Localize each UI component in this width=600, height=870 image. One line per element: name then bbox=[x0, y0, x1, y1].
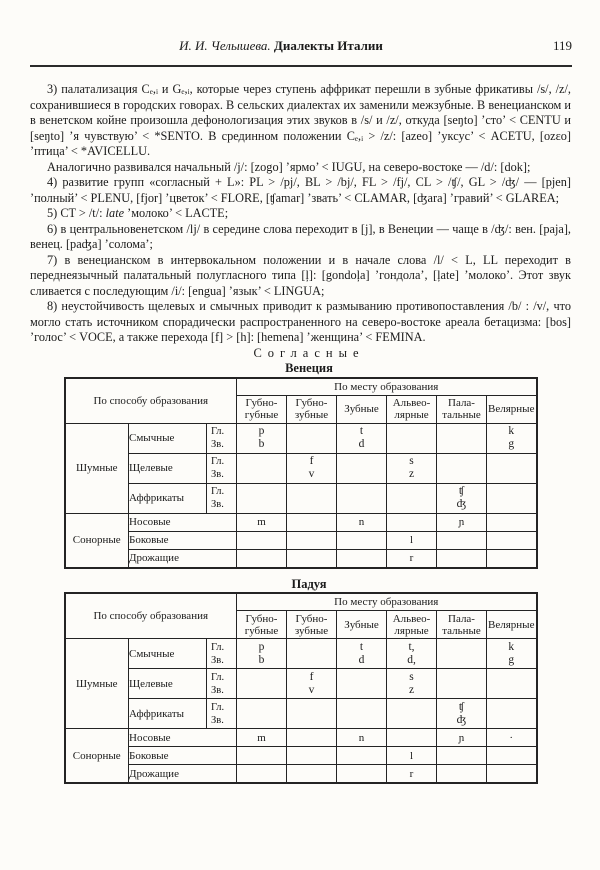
place-header: Пала-тальные bbox=[437, 611, 487, 639]
phoneme-cell bbox=[437, 549, 487, 568]
phoneme-cell bbox=[287, 513, 337, 531]
phoneme-cell bbox=[437, 669, 487, 699]
paragraph-7: 7) в венецианском в интервокальном положении и в начале слова /l/ < L, LL переходит в переднеязычный палатальный полугласного типа [ļ]: [gondoļa] ’гондола’, [ļate] ’молоко’. Этот звук сливается с последующим /i/: [engua] ’язык’ < LINGUA; bbox=[30, 252, 571, 298]
phoneme-cell bbox=[337, 483, 387, 513]
phoneme-cell bbox=[337, 453, 387, 483]
manner-label: Боковые bbox=[129, 747, 237, 765]
manner-axis-header: По способу образования bbox=[65, 378, 237, 424]
manner-label: Щелевые bbox=[129, 453, 207, 483]
voicing-labels: Гл. Зв. bbox=[207, 669, 237, 699]
place-header: Зубные bbox=[337, 611, 387, 639]
phoneme-cell bbox=[487, 765, 537, 784]
place-header: Пала-тальные bbox=[437, 395, 487, 423]
manner-label: Аффрикаты bbox=[129, 699, 207, 729]
phoneme-cell: t, d, bbox=[387, 639, 437, 669]
header-rule bbox=[30, 65, 572, 67]
phoneme-cell bbox=[337, 765, 387, 784]
phoneme-cell: ʧ ʤ bbox=[437, 483, 487, 513]
manner-label: Носовые bbox=[129, 729, 237, 747]
place-header: Велярные bbox=[487, 611, 537, 639]
place-header: Губно-зубные bbox=[287, 395, 337, 423]
phoneme-cell: r bbox=[387, 549, 437, 568]
phoneme-cell bbox=[487, 669, 537, 699]
page-number: 119 bbox=[552, 38, 572, 53]
paragraph-5-pre: 5) CT > /t/: bbox=[47, 206, 106, 220]
phoneme-cell bbox=[337, 669, 387, 699]
phoneme-cell bbox=[437, 423, 487, 453]
phoneme-cell bbox=[487, 483, 537, 513]
place-header: Зубные bbox=[337, 395, 387, 423]
phoneme-cell: f v bbox=[287, 669, 337, 699]
running-head-title bbox=[30, 38, 532, 54]
group-label-obstruents: Шумные bbox=[65, 423, 129, 513]
voicing-labels: Гл. Зв. bbox=[207, 699, 237, 729]
phoneme-cell bbox=[287, 531, 337, 549]
phoneme-cell: k g bbox=[487, 639, 537, 669]
paragraph-8: 8) неустойчивость щелевых и смычных приводит к размыванию противопоставления /b/ : /v/, что могло стать источником спорадически распространенного на северо-востоке ареала бетацизма: [bos] ’голос’ < VOCE, а также перехода [f] > [h]: [hemena] ’женщина’ < FEMINA. bbox=[30, 299, 571, 344]
table-caption-padua: Падуя bbox=[291, 576, 327, 591]
manner-label: Носовые bbox=[129, 513, 237, 531]
phoneme-cell bbox=[237, 483, 287, 513]
phoneme-cell bbox=[337, 747, 387, 765]
phoneme-cell: p b bbox=[237, 423, 287, 453]
phoneme-cell bbox=[387, 699, 437, 729]
place-header: Альвео-лярные bbox=[387, 395, 437, 423]
manner-label: Смычные bbox=[129, 423, 207, 453]
phoneme-cell bbox=[337, 531, 387, 549]
section-heading-consonants: Согласные bbox=[253, 345, 365, 360]
phoneme-cell: ʧ ʤ bbox=[437, 699, 487, 729]
paragraph-5-italic: late bbox=[105, 206, 125, 220]
phoneme-cell: t d bbox=[337, 639, 387, 669]
author-name: И. И. Челышева. bbox=[179, 38, 271, 53]
paragraph-6: 6) в центральновенетском /lj/ в середине слова переходит в [j], в Венеции — чаще в /ʤ/: вен. [paja], венец. [paʤa] ’солома’; bbox=[30, 221, 571, 251]
place-axis-header: По месту образования bbox=[237, 378, 537, 396]
phoneme-cell: l bbox=[387, 531, 437, 549]
phoneme-cell bbox=[287, 765, 337, 784]
phoneme-cell: t d bbox=[337, 423, 387, 453]
book-title: Диалекты Италии bbox=[273, 38, 383, 53]
phoneme-cell: f v bbox=[287, 453, 337, 483]
manner-axis-header: По способу образования bbox=[65, 593, 237, 639]
consonant-table-padua bbox=[64, 592, 538, 784]
phoneme-cell bbox=[287, 483, 337, 513]
phoneme-cell bbox=[487, 513, 537, 531]
phoneme-cell bbox=[437, 747, 487, 765]
phoneme-cell bbox=[487, 549, 537, 568]
phoneme-cell bbox=[237, 531, 287, 549]
phoneme-cell bbox=[487, 531, 537, 549]
paragraph-5 bbox=[30, 206, 571, 222]
phoneme-cell bbox=[437, 531, 487, 549]
phoneme-cell: · bbox=[487, 729, 537, 747]
phoneme-cell: s z bbox=[387, 669, 437, 699]
paragraph-5-post: ’молоко’ < LACTE; bbox=[124, 206, 229, 220]
phoneme-cell bbox=[387, 729, 437, 747]
place-axis-header: По месту образования bbox=[237, 593, 537, 611]
manner-label: Смычные bbox=[129, 639, 207, 669]
voicing-labels: Гл. Зв. bbox=[207, 483, 237, 513]
place-header: Губно-губные bbox=[237, 395, 287, 423]
phoneme-cell bbox=[337, 699, 387, 729]
phoneme-cell bbox=[287, 729, 337, 747]
manner-label: Дрожащие bbox=[129, 549, 237, 568]
running-head bbox=[30, 38, 572, 58]
voicing-labels: Гл. Зв. bbox=[207, 423, 237, 453]
place-header: Губно-зубные bbox=[287, 611, 337, 639]
voicing-labels: Гл. Зв. bbox=[207, 639, 237, 669]
phoneme-cell: k g bbox=[487, 423, 537, 453]
main-text bbox=[30, 82, 571, 784]
table-caption-venice: Венеция bbox=[285, 361, 333, 375]
phoneme-cell bbox=[287, 549, 337, 568]
phoneme-cell bbox=[287, 747, 337, 765]
phoneme-cell bbox=[237, 453, 287, 483]
phoneme-cell: n bbox=[337, 513, 387, 531]
phoneme-cell bbox=[487, 453, 537, 483]
phoneme-cell bbox=[387, 483, 437, 513]
phoneme-cell: n bbox=[337, 729, 387, 747]
phoneme-cell: p b bbox=[237, 639, 287, 669]
phoneme-cell: m bbox=[237, 513, 287, 531]
voicing-labels: Гл. Зв. bbox=[207, 453, 237, 483]
phoneme-cell bbox=[237, 669, 287, 699]
phoneme-cell bbox=[487, 699, 537, 729]
phoneme-cell bbox=[387, 423, 437, 453]
manner-label: Аффрикаты bbox=[129, 483, 207, 513]
phoneme-cell bbox=[337, 549, 387, 568]
manner-label: Щелевые bbox=[129, 669, 207, 699]
group-label-sonorants: Сонорные bbox=[65, 729, 129, 784]
manner-label: Дрожащие bbox=[129, 765, 237, 784]
phoneme-cell bbox=[437, 453, 487, 483]
phoneme-cell: r bbox=[387, 765, 437, 784]
paragraph-3b: Аналогично развивался начальный /j/: [zogo] ’ярмо’ < IUGU, на северо-востоке — /d/: [dok]; bbox=[47, 159, 531, 174]
phoneme-cell bbox=[437, 639, 487, 669]
group-label-obstruents: Шумные bbox=[65, 639, 129, 729]
phoneme-cell bbox=[387, 513, 437, 531]
phoneme-cell: s z bbox=[387, 453, 437, 483]
phoneme-cell bbox=[237, 549, 287, 568]
group-label-sonorants: Сонорные bbox=[65, 513, 129, 568]
phoneme-cell bbox=[487, 747, 537, 765]
phoneme-cell bbox=[237, 699, 287, 729]
phoneme-cell bbox=[237, 765, 287, 784]
paragraph-3: 3) палатализация Cₑ,ᵢ и Gₑ,ᵢ, которые через ступень аффрикат перешли в зубные фрикативы /s/, /z/, сохранившиеся в городских говорах. В сельских диалектах их заменили межзубные. В венецианском и в венетском койне произошла дефонологизация этих звуков в /s/ и /z/, откуда [seŋto] ’сто’ < CENTU и [seŋto] ’я чувствую’ < *SENTO. В срединном положении Cₑ,ᵢ > /z/: [azeo] ’уксус’ < ACETU, [ozɛo] ’птица’ < *AVICELLU. bbox=[30, 82, 571, 158]
phoneme-cell: l bbox=[387, 747, 437, 765]
phoneme-cell bbox=[437, 765, 487, 784]
place-header: Альвео-лярные bbox=[387, 611, 437, 639]
place-header: Губно-губные bbox=[237, 611, 287, 639]
phoneme-cell: m bbox=[237, 729, 287, 747]
phoneme-cell bbox=[287, 639, 337, 669]
phoneme-cell bbox=[287, 423, 337, 453]
consonant-table-venice bbox=[64, 377, 538, 569]
place-header: Велярные bbox=[487, 395, 537, 423]
manner-label: Боковые bbox=[129, 531, 237, 549]
phoneme-cell: ɲ bbox=[437, 729, 487, 747]
paragraph-4: 4) развитие групп «согласный + L»: PL > /pj/, BL > /bj/, FL > /fj/, CL > /ʧ/, GL > /ʤ/ — [pjen] ’полный’ < PLENU, [fjor] ’цветок’ < FLORE, [ʧamar] ’звать’ < CLAMAR, [ʤara] ’гравий’ < GLAREA; bbox=[30, 175, 571, 205]
phoneme-cell: ɲ bbox=[437, 513, 487, 531]
phoneme-cell bbox=[237, 747, 287, 765]
phoneme-cell bbox=[287, 699, 337, 729]
